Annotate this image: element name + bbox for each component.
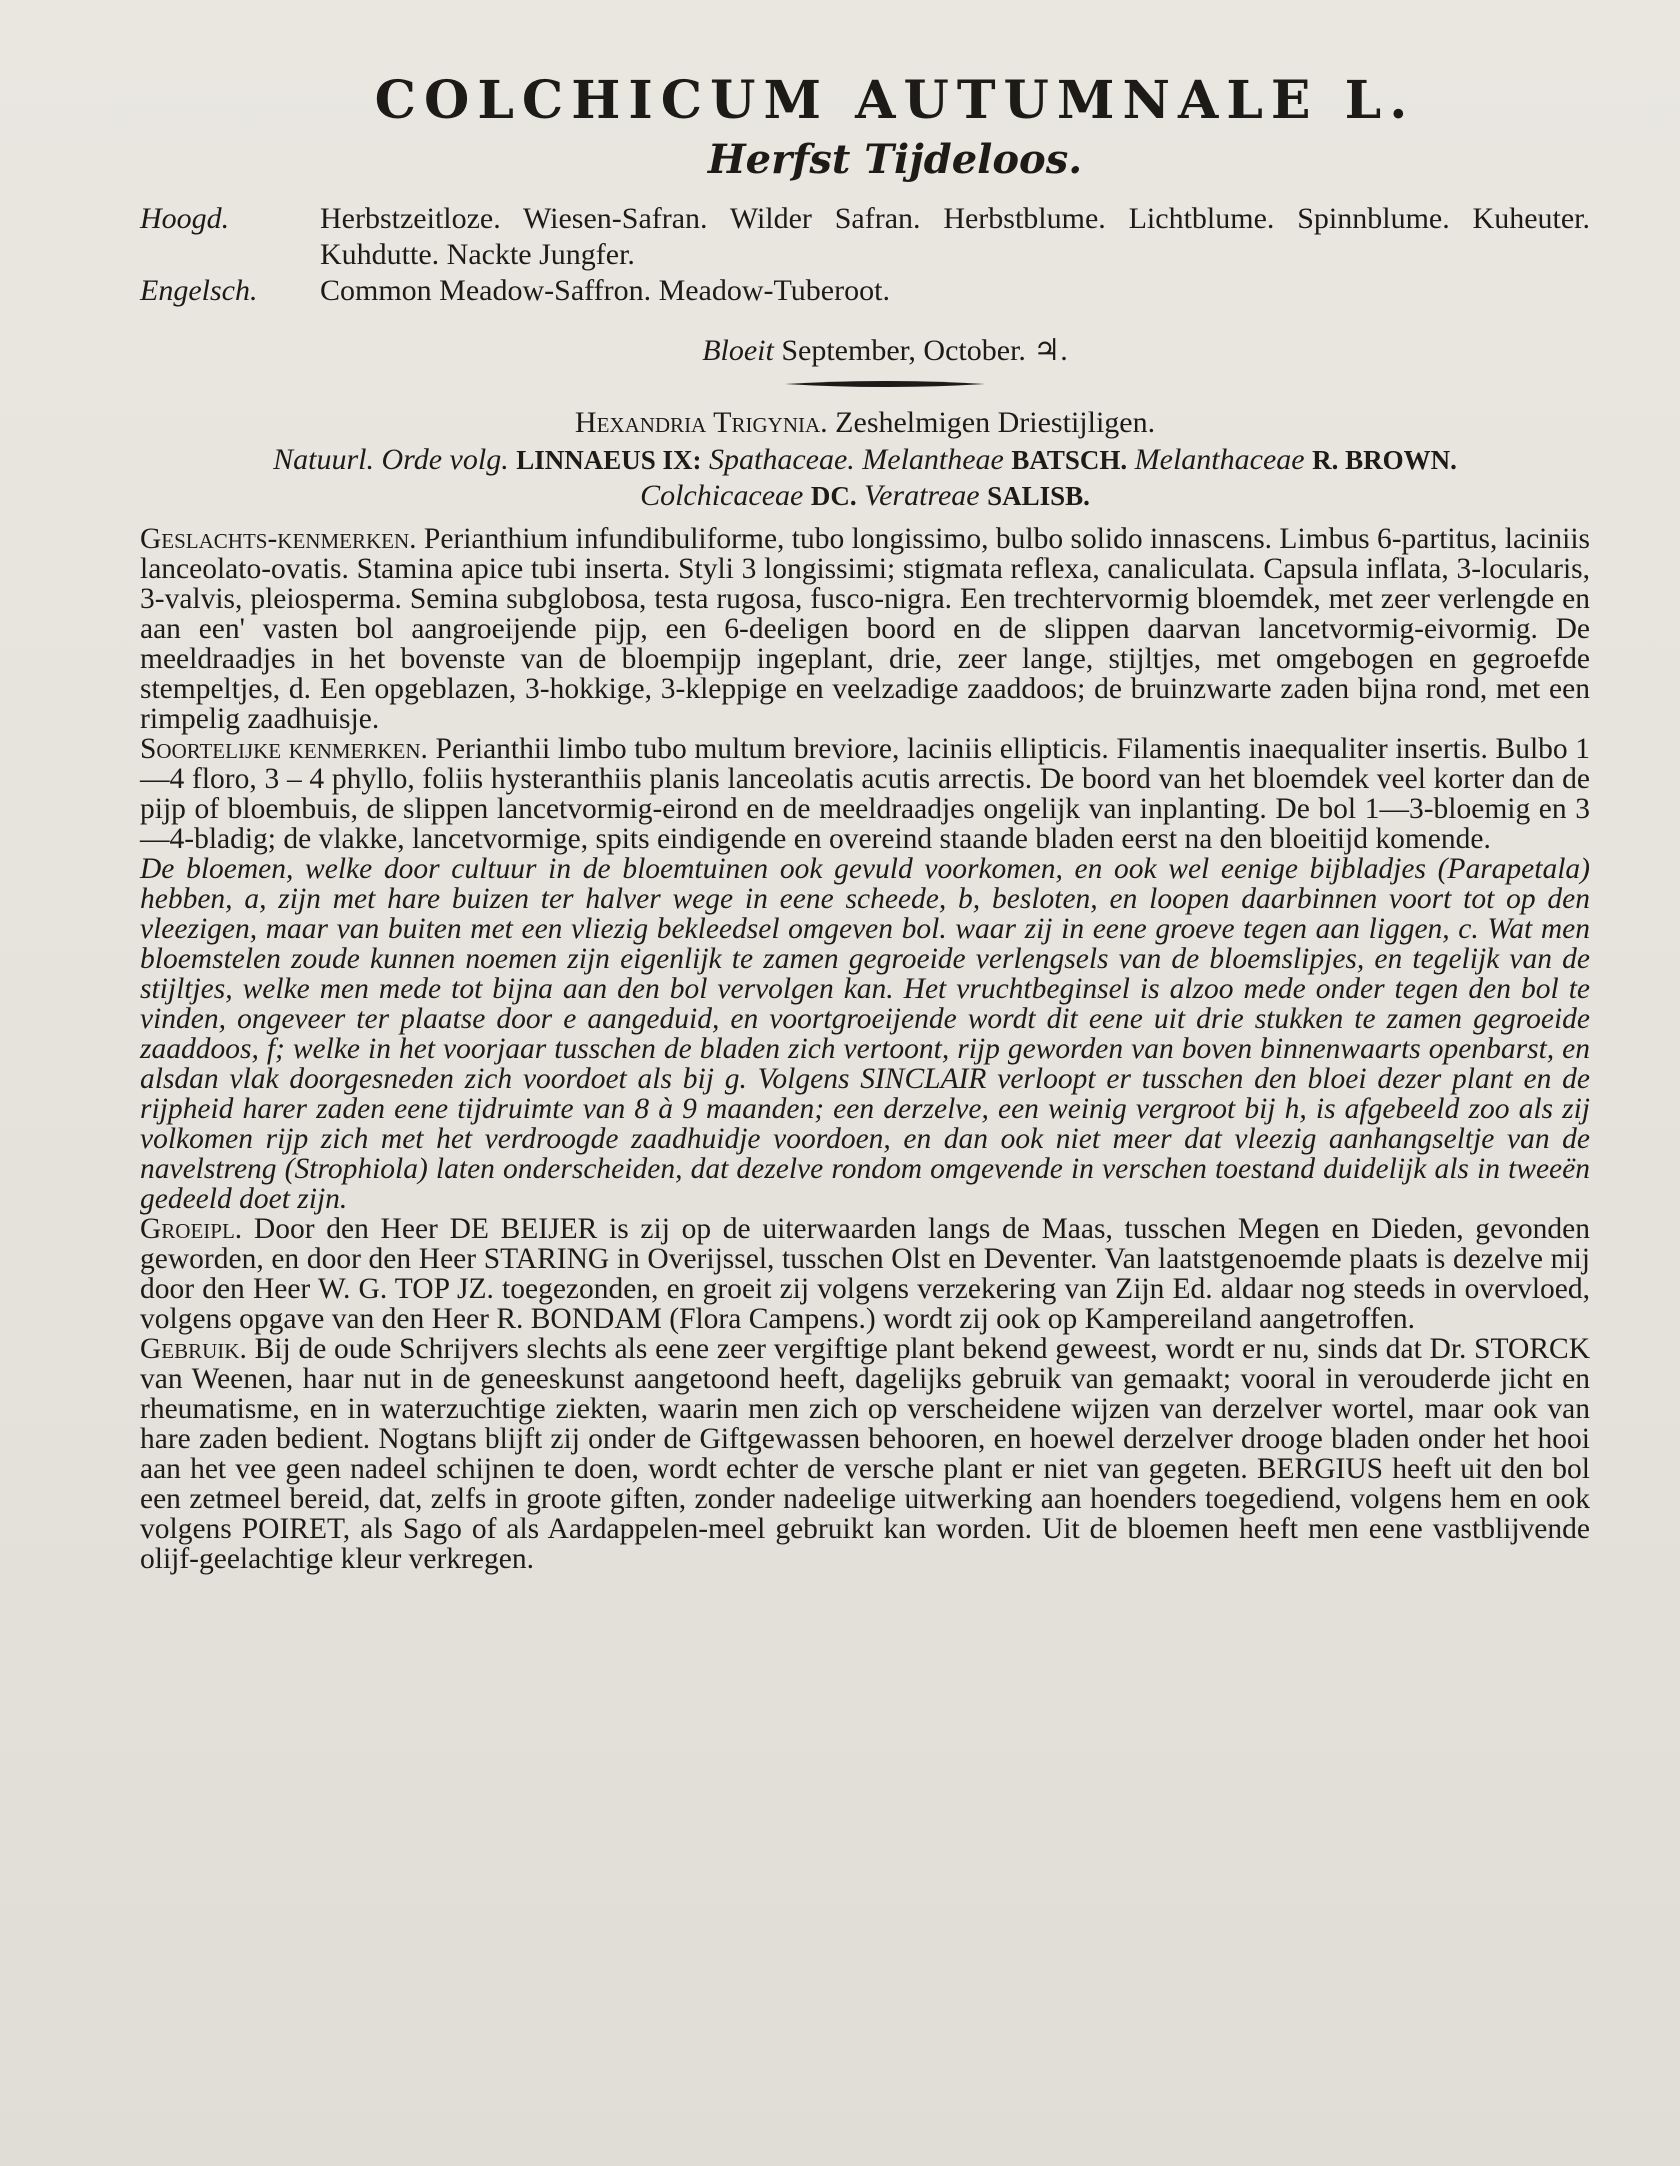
section-text: Door den Heer DE BEIJER is zij op de uiterwaarden langs de Maas, tusschen Megen en Dieden, gevonden geworden, en door den Heer STARING in Overijssel, tusschen Olst en Deventer. Van laatstgenoemde plaats is dezelve mij door den Heer W. G. TOP JZ. toegezonden, en groeit zij volgens verzekering van Zijn Ed. aldaar nog steeds in overvloed, volgens opgave van den Heer R. BONDAM (Flora Campens.) wordt zij ook op Kampereiland aangetroffen. [140,1213,1590,1336]
habitat-paragraph [140,1214,1590,1334]
ornament-divider [745,378,985,390]
class-name: Hexandria Trigynia. [574,406,828,440]
page-content [140,70,1590,1574]
author-salisb: SALISB. [987,481,1090,512]
name-row-english [140,273,1590,309]
order-melanthaceae: Melanthaceae [1134,443,1305,477]
orde-label: Natuurl. Orde volg. [273,443,509,477]
author-batsch: BATSCH. [1011,445,1128,476]
author-dc: DC. [810,481,857,512]
name-text: Common Meadow-Saffron. Meadow-Tuberoot. [320,274,890,308]
name-row-german [140,201,1590,273]
section-text: Perianthii limbo tubo multum breviore, laciniis ellipticis. Filamentis inaequaliter insertis. Bulbo 1—4 floro, 3 – 4 phyllo, foliis hysteranthiis planis lanceolatis acutis arrectis. De boord van het bloemdek veel korter dan de pijp of bloembuis, de slippen lancetvormig-eirond en de meeldraadjes ongelijk van inplanting. De bol 1—3-bloemig en 3—4-bladig; de vlakke, lancetvormige, spits eindigende en overeind staande bladen eerst na den bloeitijd komende. [140,733,1591,856]
bloom-label: Bloeit [702,334,774,368]
section-text: Bij de oude Schrijvers slechts als eene zeer vergiftige plant bekend geweest, wordt er nu, sinds dat Dr. STORCK van Weenen, haar nut in de geneeskunst aangetoond heeft, dagelijks gebruik van gemaakt; vooral in verouderde jicht en rheumatisme, en in waterzuchtige ziekten, waarin men zich op verscheidene wijzen van derzelver wortel, maar ook van hare zaden bedient. Nogtans blijft zij onder de Giftgewassen behooren, en hoewel derzelver drooge bladen onder het hooi aan het vee geen nadeel schijnen te doen, wordt echter de versche plant er niet van gegeten. BERGIUS heeft uit den bol een zetmeel bereid, dat, zelfs in groote giften, zonder nadeelige uitwerking aan hoenders toegediend, volgens hem en ook volgens POIRET, als Sago of als Aardappelen-meel gebruikt kan worden. Uit de bloemen heeft men eene vastblijvende olijf-geelachtige kleur verkregen. [140,1333,1591,1576]
genus-characters [140,524,1590,734]
section-lead: Gebruik. [140,1333,247,1366]
order-melantheae: Melantheae [862,443,1004,477]
species-characters [140,734,1590,854]
species-title: COLCHICUM AUTUMNALE L. [374,70,1416,131]
usage-paragraph [140,1334,1590,1574]
order-veratreae: Veratreae [864,479,980,513]
vernacular-names [140,201,1590,309]
natural-order [140,442,1590,514]
author-brown: R. BROWN. [1312,445,1457,476]
dutch-name: Herfst Tijdeloos. [707,136,1083,184]
linnaean-class [140,404,1590,442]
class-dutch: Zeshelmigen Driestijligen. [835,406,1156,440]
bloom-period [140,333,1590,368]
name-text: Herbstzeitloze. Wiesen-Safran. Wilder Safran. Herbstblume. Lichtblume. Spinnblume. Kuheuter. Kuhdutte. Nackte Jungfer. [320,202,1590,272]
section-lead: Soortelijke kenmerken. [140,733,428,766]
order-colchicaceae: Colchicaceae [640,479,804,513]
bloom-text: September, October. ♃. [781,334,1068,368]
section-lead: Groeipl. [140,1213,243,1246]
author-linnaeus: LINNAEUS IX: [516,445,702,476]
name-label: Hoogd. [140,202,230,236]
name-label: Engelsch. [140,274,258,308]
section-text: Perianthium infundibuliforme, tubo longissimo, bulbo solido innascens. Limbus 6-partitus, laciniis lanceolato-ovatis. Stamina apice tubi inserta. Styli 3 longissimi; stigmata reflexa, canaliculata. Capsula inflata, 3-locularis, 3-valvis, pleiosperma. Semina subglobosa, testa rugosa, fusco-nigra. Een trechtervormig bloemdek, met zeer verlengde en aan een' vasten bol aangroeijende pijp, een 6-deeligen boord en de slippen daarvan lancetvormig-eivormig. De meeldraadjes in het bovenste van de bloempijp ingeplant, drie, zeer lange, stijltjes, met omgebogen en gegroefde stempeltjes, d. Een opgeblazen, 3-hokkige, 3-kleppige en veelzadige zaaddoos; de bruinzwarte zaden bijna rond, met een rimpelig zaadhuisje. [140,523,1590,736]
description-paragraph: De bloemen, welke door cultuur in de bloemtuinen ook gevuld voorkomen, en ook wel eenige bijbladjes (Parapetala) hebben, a, zijn met hare buizen ter halver wege in eene scheede, b, besloten, en loopen daarbinnen voort tot op den vleezigen, maar van buiten met een vliezig bekleedsel omgeven bol. waar zij in eene groeve tegen aan liggen, c. Wat men bloemstelen zoude kunnen noemen zijn eigenlijk te zamen gegroeide verlengsels van de bloemslipjes, en tegelijk van de stijltjes, welke men mede tot bijna aan den bol vervolgen kan. Het vruchtbeginsel is alzoo mede onder tegen den bol te vinden, ongeveer ter plaatse door e aangeduid, en voortgroeijende wordt dit eene uit drie stukken te zamen gegroeide zaaddoos, f; welke in het voorjaar tusschen de bladen zich vertoont, rijp geworden van boven binnenwaarts openbarst, en alsdan vlak doorgesneden zich voordoet als bij g. Volgens SINCLAIR verloopt er tusschen den bloei dezer plant en de rijpheid harer zaden eene tijdruimte van 8 à 9 maanden; een derzelve, een weinig vergroot bij h, is afgebeeld zoo als zij volkomen rijp zich met het verdroogde zaadhuidje voordoen, en dan ook niet meer dat vleezig aanhangseltje van de navelstreng (Strophiola) laten onderscheiden, dat dezelve rondom omgevende in verschen toestand duidelijk als in tweeën gedeeld doet zijn. [140,853,1590,1216]
section-lead: Geslachts-kenmerken. [140,523,417,556]
order-spathaceae: Spathaceae. [708,443,855,477]
